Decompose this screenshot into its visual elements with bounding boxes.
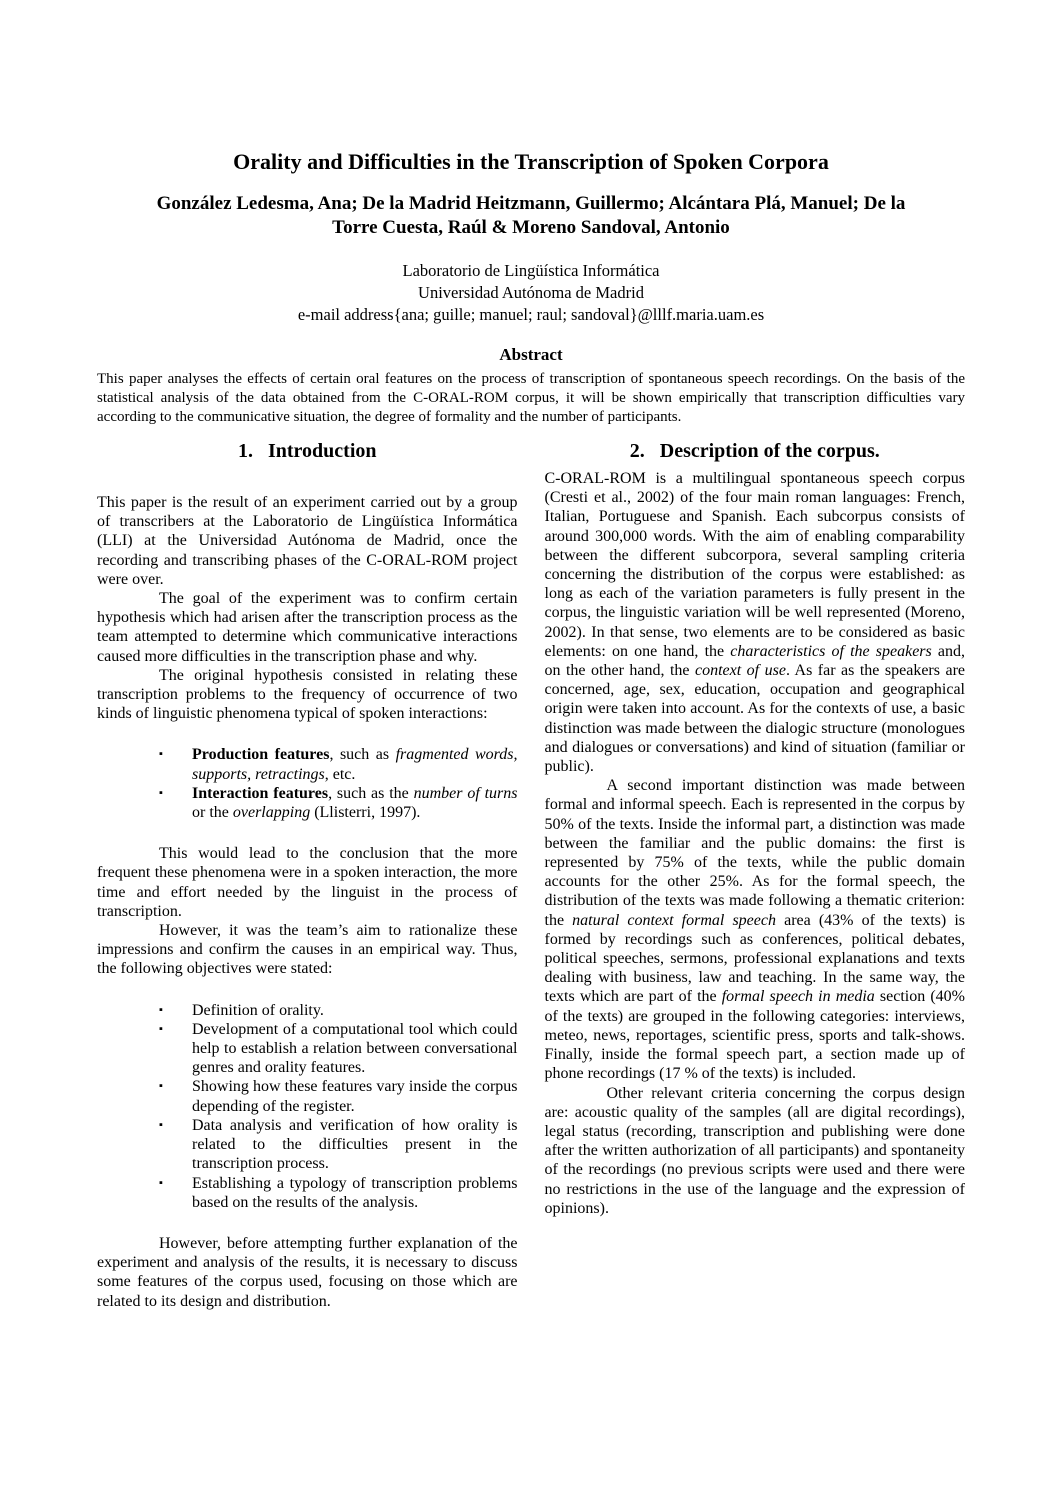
bullet-icon: ▪ bbox=[159, 786, 163, 799]
bullet-icon: ▪ bbox=[159, 1003, 163, 1016]
list-item-text: Definition of orality. bbox=[192, 1001, 324, 1019]
paragraph: C-ORAL-ROM is a multilingual spontaneous speech corpus (Cresti et al., 2002) of the four main roman languages: French, Italian, Portuguese and Spanish. Each subcorpus consists of around 300,000 words. With the aim of enabling comparability between the different subcorpora, several sampling criteria concerning the distribution of the corpus were established: as long as each of the variation parameters is fully present in the corpus, the linguistic variation will be well represented (Moreno, 2002). In that sense, two elements are to be considered as basic elements: on one hand, the characteristics of the speakers and, on the other hand, the context of use. As far as the speakers are concerned, age, sex, education, occupation and geographical origin were taken into account. As for the contexts of use, a basic distinction was made between the dialogic structure (monologues and dialogues or conversations) and kind of situation (familiar or public). bbox=[544, 470, 966, 776]
list-item bbox=[159, 1116, 518, 1174]
list-item-text: Data analysis and verification of how orality is related to the difficulties present in the transcription process. bbox=[192, 1116, 518, 1173]
affiliation-university: Universidad Autónoma de Madrid bbox=[418, 283, 644, 302]
list-item-text: Development of a computational tool which could help to establish a relation between conversational genres and orality features. bbox=[192, 1020, 518, 1077]
list-item-text: Production features, such as fragmented words, supports, retractings, etc. bbox=[192, 746, 518, 783]
authors-line: González Ledesma, Ana; De la Madrid Heitzmann, Guillermo; Alcántara Plá, Manuel; De la bbox=[156, 193, 906, 214]
bullet-icon: ▪ bbox=[159, 1022, 163, 1035]
affiliation-lab: Laboratorio de Lingüística Informática bbox=[402, 261, 660, 280]
paragraph: The original hypothesis consisted in relating these transcription problems to the frequency of occurrence of two kinds of linguistic phenomena typical of spoken interactions: bbox=[97, 666, 518, 723]
paper-title: Orality and Difficulties in the Transcription of Spoken Corpora bbox=[233, 149, 829, 174]
paragraph: The goal of the experiment was to confirm certain hypothesis which had arisen after the transcription process as the team attempted to determine which communicative interactions caused more difficulties in the transcription phase and why. bbox=[97, 590, 518, 665]
features-list bbox=[97, 745, 518, 822]
list-item bbox=[159, 784, 518, 822]
affiliation-email: e-mail address{ana; guille; manuel; raul; sandoval}@lllf.maria.uam.es bbox=[297, 305, 765, 324]
section-heading-introduction: 1. Introduction bbox=[237, 440, 377, 462]
authors-line: Torre Cuesta, Raúl & Moreno Sandoval, Antonio bbox=[332, 217, 730, 238]
abstract-heading: Abstract bbox=[499, 345, 563, 364]
list-item bbox=[159, 1020, 518, 1078]
two-column-body bbox=[97, 439, 965, 1311]
abstract-text: This paper analyses the effects of certain oral features on the process of transcription of spontaneous speech recordings. On the basis of the statistical analysis of the data obtained from the C-ORAL-ROM corpus, it will be shown empirically that transcription difficulties vary according to the communicative situation, the degree of formality and the number of participants. bbox=[97, 371, 965, 425]
column-corpus-description bbox=[545, 439, 966, 1311]
list-item bbox=[159, 1001, 518, 1020]
list-item-text: Interaction features, such as the number of turns or the overlapping (Llisterri, 1997). bbox=[192, 784, 518, 822]
section-heading-corpus: 2. Description of the corpus. bbox=[629, 440, 880, 462]
paragraph: However, before attempting further explanation of the experiment and analysis of the results, it is necessary to discuss some features of the corpus used, focusing on those which are related to its design and distribution. bbox=[97, 1234, 518, 1310]
list-item bbox=[159, 745, 518, 783]
bullet-icon: ▪ bbox=[159, 748, 163, 761]
bullet-icon: ▪ bbox=[159, 1080, 163, 1093]
list-item-text: Establishing a typology of transcription problems based on the results of the analysis. bbox=[192, 1174, 518, 1211]
bullet-icon: ▪ bbox=[159, 1176, 163, 1189]
bullet-icon: ▪ bbox=[159, 1118, 163, 1131]
paragraph: However, it was the team’s aim to rationalize these impressions and confirm the causes in an empirical way. Thus, the following objectives were stated: bbox=[97, 922, 518, 978]
paragraph: A second important distinction was made between formal and informal speech. Each is represented in the corpus by 50% of the texts. Inside the informal part, a distinction was made between the familiar and the public domains: the first is represented by 75% of the texts, while the public domain accounts for the other 25%. As for the formal speech, the distribution of the texts was made following a thematic criterion: the natural context formal speech area (43% of the texts) is formed by recordings such as conferences, political debates, political speeches, sermons, professional explanations and texts dealing with business, law and teaching. In the same way, the texts which are part of the formal speech in media section (40% of the texts) are grouped in the following categories: interviews, meteo, news, reportages, scientific press, sports and talk-shows. Finally, inside the formal speech part, a section made up of phone recordings (17 % of the texts) is included. bbox=[544, 777, 966, 1083]
affiliation bbox=[97, 260, 965, 326]
list-item bbox=[159, 1077, 518, 1115]
objectives-list bbox=[97, 1001, 518, 1212]
paragraph: Other relevant criteria concerning the corpus design are: acoustic quality of the samples (all are digital recordings), legal status (recording, transcription and publishing were done after the written authorization of all participants) and spontaneity of the recordings (no previous scripts were used and there were no restrictions in the use of the language and the expression of opinions). bbox=[544, 1084, 965, 1217]
paragraph: This paper is the result of an experiment carried out by a group of transcribers at the Laboratorio de Lingüística Informática (LLI) at the Universidad Autónoma de Madrid, once the recording and transcribing phases of the C-ORAL-ROM project were over. bbox=[97, 494, 518, 588]
paragraph: This would lead to the conclusion that the more frequent these phenomena were in a spoken interaction, the more time and effort needed by the linguist in the process of transcription. bbox=[97, 845, 518, 920]
column-introduction bbox=[97, 439, 518, 1311]
list-item-text: Showing how these features vary inside the corpus depending of the register. bbox=[192, 1078, 518, 1115]
list-item bbox=[159, 1174, 518, 1212]
authors bbox=[97, 192, 965, 240]
